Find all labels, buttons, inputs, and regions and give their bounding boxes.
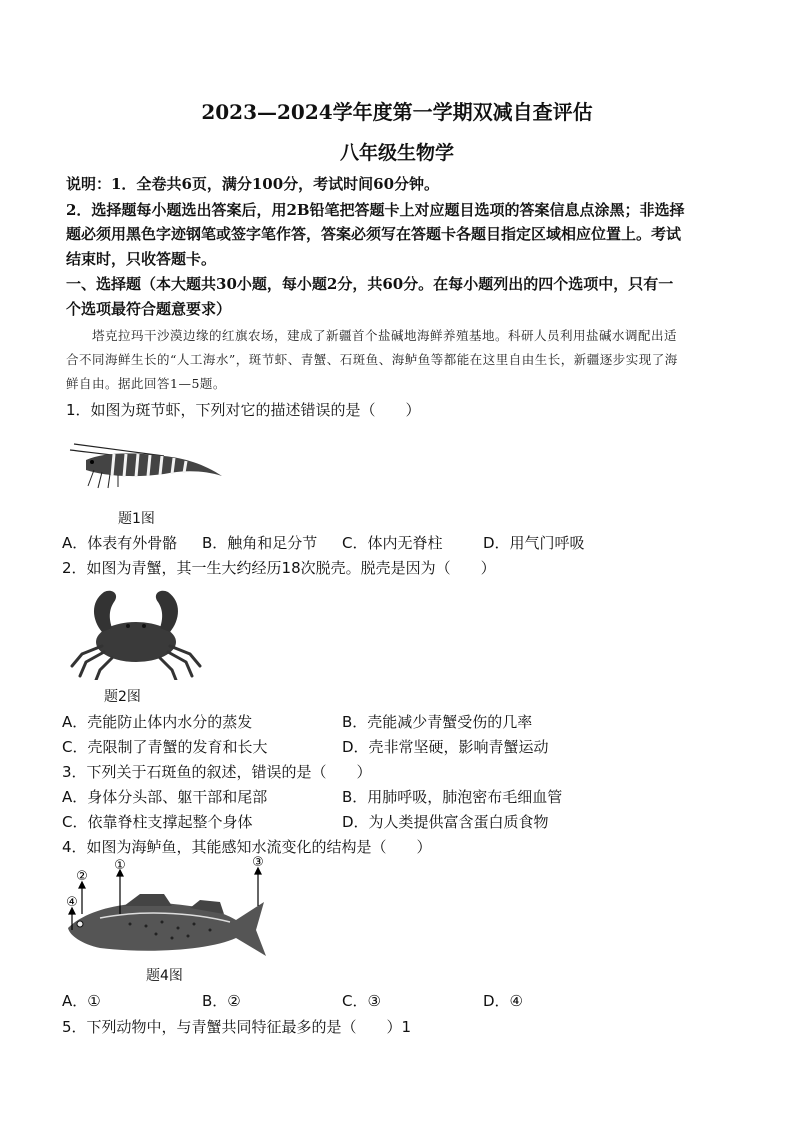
figure-4-caption: 题4图 (146, 968, 183, 984)
instructions-line-3: 题必须用黑色字迹钢笔或签字笔作答，答案必须写在答题卡各题目指定区域相应位置上。考试 (66, 225, 682, 243)
question-5-stem: 5．下列动物中，与青蟹共同特征最多的是（ ）1 (62, 1018, 412, 1036)
question-4-option-b: B．② (202, 992, 241, 1010)
fish-image (60, 856, 270, 960)
question-1-option-a: A．体表有外骨骼 (62, 534, 178, 552)
fish-label-1: ① (114, 858, 126, 873)
fish-label-4: ④ (66, 895, 78, 910)
instructions-line-1: 说明：1．全卷共6页，满分100分，考试时间60分钟。 (66, 175, 440, 193)
section-heading-line-1: 一、选择题（本大题共30小题，每小题2分，共60分。在每小题列出的四个选项中，只有一 (66, 275, 674, 293)
instructions-line-4: 结束时，只收答题卡。 (66, 250, 217, 268)
passage-line-1: 塔克拉玛干沙漠边缘的红旗农场，建成了新疆首个盐碱地海鲜养殖基地。科研人员利用盐碱水调配出适 (92, 328, 678, 343)
figure-1-caption: 题1图 (118, 511, 155, 527)
question-4-option-c: C．③ (342, 992, 381, 1010)
question-2-option-b: B．壳能减少青蟹受伤的几率 (342, 713, 533, 731)
shrimp-image (64, 430, 228, 492)
question-3-option-a: A．身体分头部、躯干部和尾部 (62, 788, 268, 806)
passage-line-2: 合不同海鲜生长的“人工海水”，斑节虾、青蟹、石斑鱼、海鲈鱼等都能在这里自由生长，新疆逐步实现了海 (66, 352, 678, 367)
question-2-option-c: C．壳限制了青蟹的发育和长大 (62, 738, 268, 756)
question-2-option-d: D．壳非常坚硬，影响青蟹运动 (342, 738, 549, 756)
figure-2-caption: 题2图 (104, 689, 141, 705)
question-3-option-c: C．依靠脊柱支撑起整个身体 (62, 813, 253, 831)
question-3-stem: 3．下列关于石斑鱼的叙述，错误的是（ ） (62, 763, 372, 781)
question-1-option-b: B．触角和足分节 (202, 534, 318, 552)
question-3-option-b: B．用肺呼吸，肺泡密布毛细血管 (342, 788, 563, 806)
passage-line-3: 鲜自由。据此回答1—5题。 (66, 376, 226, 391)
question-4-stem: 4．如图为海鲈鱼，其能感知水流变化的结构是（ ） (62, 838, 432, 856)
question-3-option-d: D．为人类提供富含蛋白质食物 (342, 813, 549, 831)
question-1-option-c: C．体内无脊柱 (342, 534, 443, 552)
crab-image (62, 580, 210, 680)
question-1-option-d: D．用气门呼吸 (483, 534, 585, 552)
fish-label-3: ③ (252, 856, 264, 870)
question-4-option-a: A．① (62, 992, 101, 1010)
page-title: 2023—2024学年度第一学期双减自查评估 (201, 100, 593, 124)
question-1-stem: 1．如图为斑节虾，下列对它的描述错误的是（ ） (66, 401, 421, 419)
question-4-option-d: D．④ (483, 992, 523, 1010)
section-heading-line-2: 个选项最符合题意要求） (66, 300, 232, 318)
question-2-stem: 2．如图为青蟹，其一生大约经历18次脱壳。脱壳是因为（ ） (62, 559, 496, 577)
fish-label-2: ② (76, 869, 88, 884)
instructions-line-2: 2．选择题每小题选出答案后，用2B铅笔把答题卡上对应题目选项的答案信息点涂黑；非选择 (66, 201, 685, 219)
page-subtitle: 八年级生物学 (339, 142, 454, 164)
question-2-option-a: A．壳能防止体内水分的蒸发 (62, 713, 253, 731)
